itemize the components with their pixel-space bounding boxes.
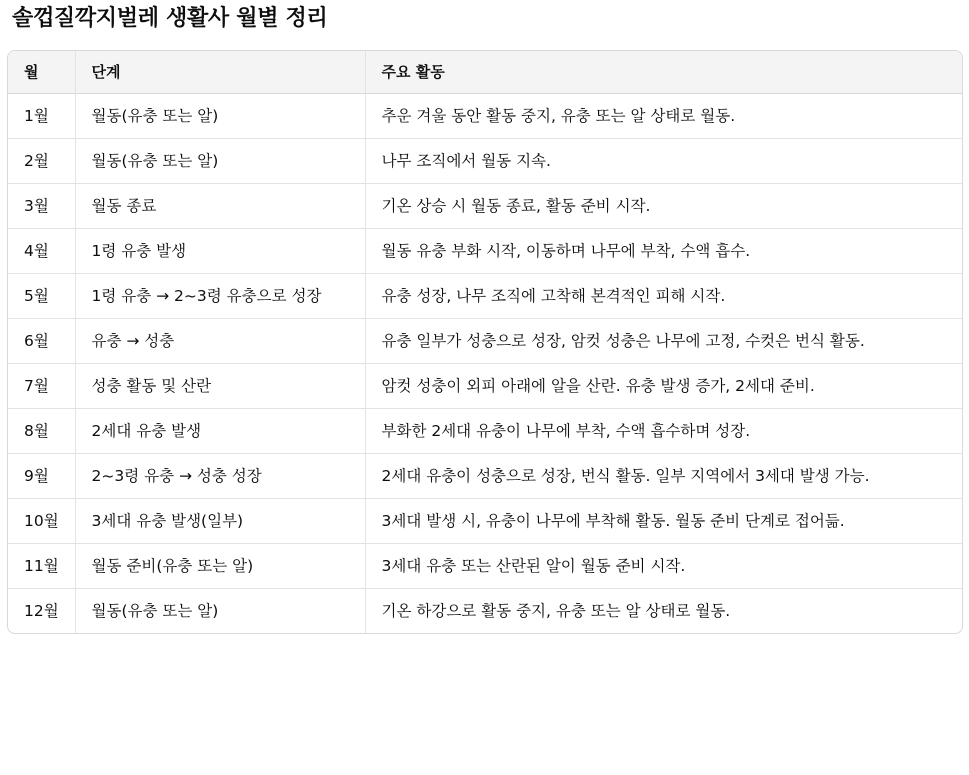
cell-stage: 3세대 유충 발생(일부) xyxy=(75,498,365,543)
table-row xyxy=(8,453,962,498)
cell-activity: 기온 하강으로 활동 중지, 유충 또는 알 상태로 월동. xyxy=(365,588,962,633)
table-row xyxy=(8,318,962,363)
cell-stage: 월동(유충 또는 알) xyxy=(75,588,365,633)
header-month: 월 xyxy=(8,51,75,93)
cell-month: 3월 xyxy=(8,183,75,228)
cell-month: 10월 xyxy=(8,498,75,543)
cell-stage: 월동 준비(유충 또는 알) xyxy=(75,543,365,588)
cell-month: 8월 xyxy=(8,408,75,453)
cell-activity: 3세대 발생 시, 유충이 나무에 부착해 활동. 월동 준비 단계로 접어듦. xyxy=(365,498,962,543)
table-row xyxy=(8,408,962,453)
cell-stage: 2세대 유충 발생 xyxy=(75,408,365,453)
cell-stage: 1령 유충 발생 xyxy=(75,228,365,273)
cell-activity: 기온 상승 시 월동 종료, 활동 준비 시작. xyxy=(365,183,962,228)
cell-activity: 부화한 2세대 유충이 나무에 부착, 수액 흡수하며 성장. xyxy=(365,408,962,453)
cell-month: 7월 xyxy=(8,363,75,408)
page-title: 솔껍질깍지벌레 생활사 월별 정리 xyxy=(12,6,328,31)
cell-stage: 성충 활동 및 산란 xyxy=(75,363,365,408)
table-row xyxy=(8,543,962,588)
cell-stage: 월동(유충 또는 알) xyxy=(75,138,365,183)
table-header-row xyxy=(8,51,962,93)
cell-activity: 나무 조직에서 월동 지속. xyxy=(365,138,962,183)
cell-month: 2월 xyxy=(8,138,75,183)
cell-stage: 월동(유충 또는 알) xyxy=(75,93,365,138)
cell-activity: 유충 일부가 성충으로 성장, 암컷 성충은 나무에 고정, 수컷은 번식 활동. xyxy=(365,318,962,363)
cell-month: 12월 xyxy=(8,588,75,633)
header-stage: 단계 xyxy=(75,51,365,93)
table-row xyxy=(8,363,962,408)
table-row xyxy=(8,498,962,543)
cell-month: 5월 xyxy=(8,273,75,318)
cell-month: 4월 xyxy=(8,228,75,273)
cell-activity: 2세대 유충이 성충으로 성장, 번식 활동. 일부 지역에서 3세대 발생 가능. xyxy=(365,453,962,498)
cell-month: 9월 xyxy=(8,453,75,498)
cell-activity: 월동 유충 부화 시작, 이동하며 나무에 부착, 수액 흡수. xyxy=(365,228,962,273)
lifecycle-table xyxy=(7,50,963,634)
table-row xyxy=(8,273,962,318)
cell-activity: 3세대 유충 또는 산란된 알이 월동 준비 시작. xyxy=(365,543,962,588)
cell-stage: 1령 유충 → 2~3령 유충으로 성장 xyxy=(75,273,365,318)
cell-month: 1월 xyxy=(24,106,49,125)
cell-stage: 월동 종료 xyxy=(75,183,365,228)
header-activity: 주요 활동 xyxy=(365,51,962,93)
cell-month: 6월 xyxy=(8,318,75,363)
cell-activity: 암컷 성충이 외피 아래에 알을 산란. 유충 발생 증가, 2세대 준비. xyxy=(365,363,962,408)
table-row xyxy=(8,183,962,228)
cell-stage: 유충 → 성충 xyxy=(75,318,365,363)
cell-month: 11월 xyxy=(8,543,75,588)
table-row xyxy=(8,588,962,633)
cell-activity: 유충 성장, 나무 조직에 고착해 본격적인 피해 시작. xyxy=(365,273,962,318)
table-row xyxy=(8,228,962,273)
table-row xyxy=(8,93,962,138)
table-row xyxy=(8,138,962,183)
cell-activity: 추운 겨울 동안 활동 중지, 유충 또는 알 상태로 월동. xyxy=(365,93,962,138)
cell-stage: 2~3령 유충 → 성충 성장 xyxy=(75,453,365,498)
